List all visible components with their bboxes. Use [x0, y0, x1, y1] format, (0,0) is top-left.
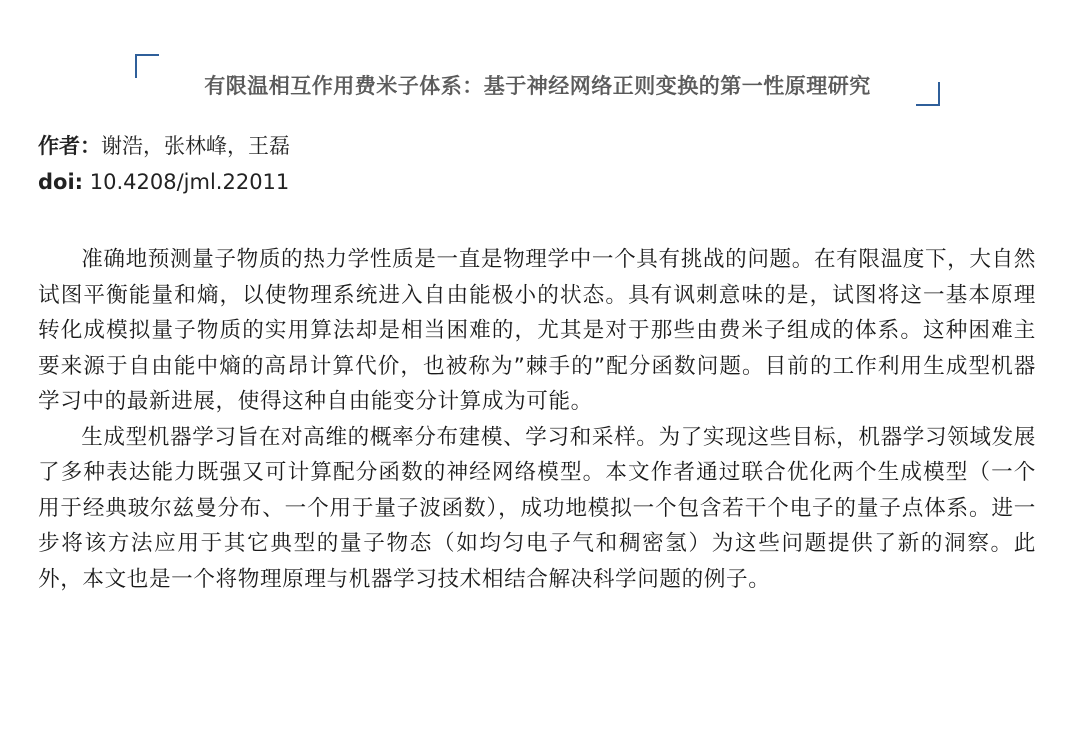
doi-label: doi:	[38, 170, 84, 194]
title-frame	[135, 54, 940, 106]
doi-value: 10.4208/jml.22011	[89, 170, 290, 194]
article-body	[38, 242, 1036, 597]
authors-label: 作者：	[38, 134, 101, 158]
paragraph: 生成型机器学习旨在对高维的概率分布建模、学习和采样。为了实现这些目标，机器学习领域发展了多种表达能力既强又可计算配分函数的神经网络模型。本文作者通过联合优化两个生成模型（一个用于经典玻尔兹曼分布、一个用于量子波函数），成功地模拟一个包含若干个电子的量子点体系。进一步将该方法应用于其它典型的量子物态（如均匀电子气和稠密氢）为这些问题提供了新的洞察。此外，本文也是一个将物理原理与机器学习技术相结合解决科学问题的例子。	[38, 424, 1036, 592]
authors-names: 谢浩，张林峰，王磊	[101, 134, 290, 158]
paragraph: 准确地预测量子物质的热力学性质是一直是物理学中一个具有挑战的问题。在有限温度下，大自然试图平衡能量和熵，以使物理系统进入自由能极小的状态。具有讽刺意味的是，试图将这一基本原理转化成模拟量子物质的实用算法却是相当困难的，尤其是对于那些由费米子组成的体系。这种困难主要来源于自由能中熵的高昂计算代价，也被称为”棘手的”配分函数问题。目前的工作利用生成型机器学习中的最新进展，使得这种自由能变分计算成为可能。	[38, 247, 1036, 414]
article-title: 有限温相互作用费米子体系：基于神经网络正则变换的第一性原理研究	[204, 74, 871, 98]
authors-line	[38, 130, 290, 160]
doi-line	[38, 170, 289, 194]
